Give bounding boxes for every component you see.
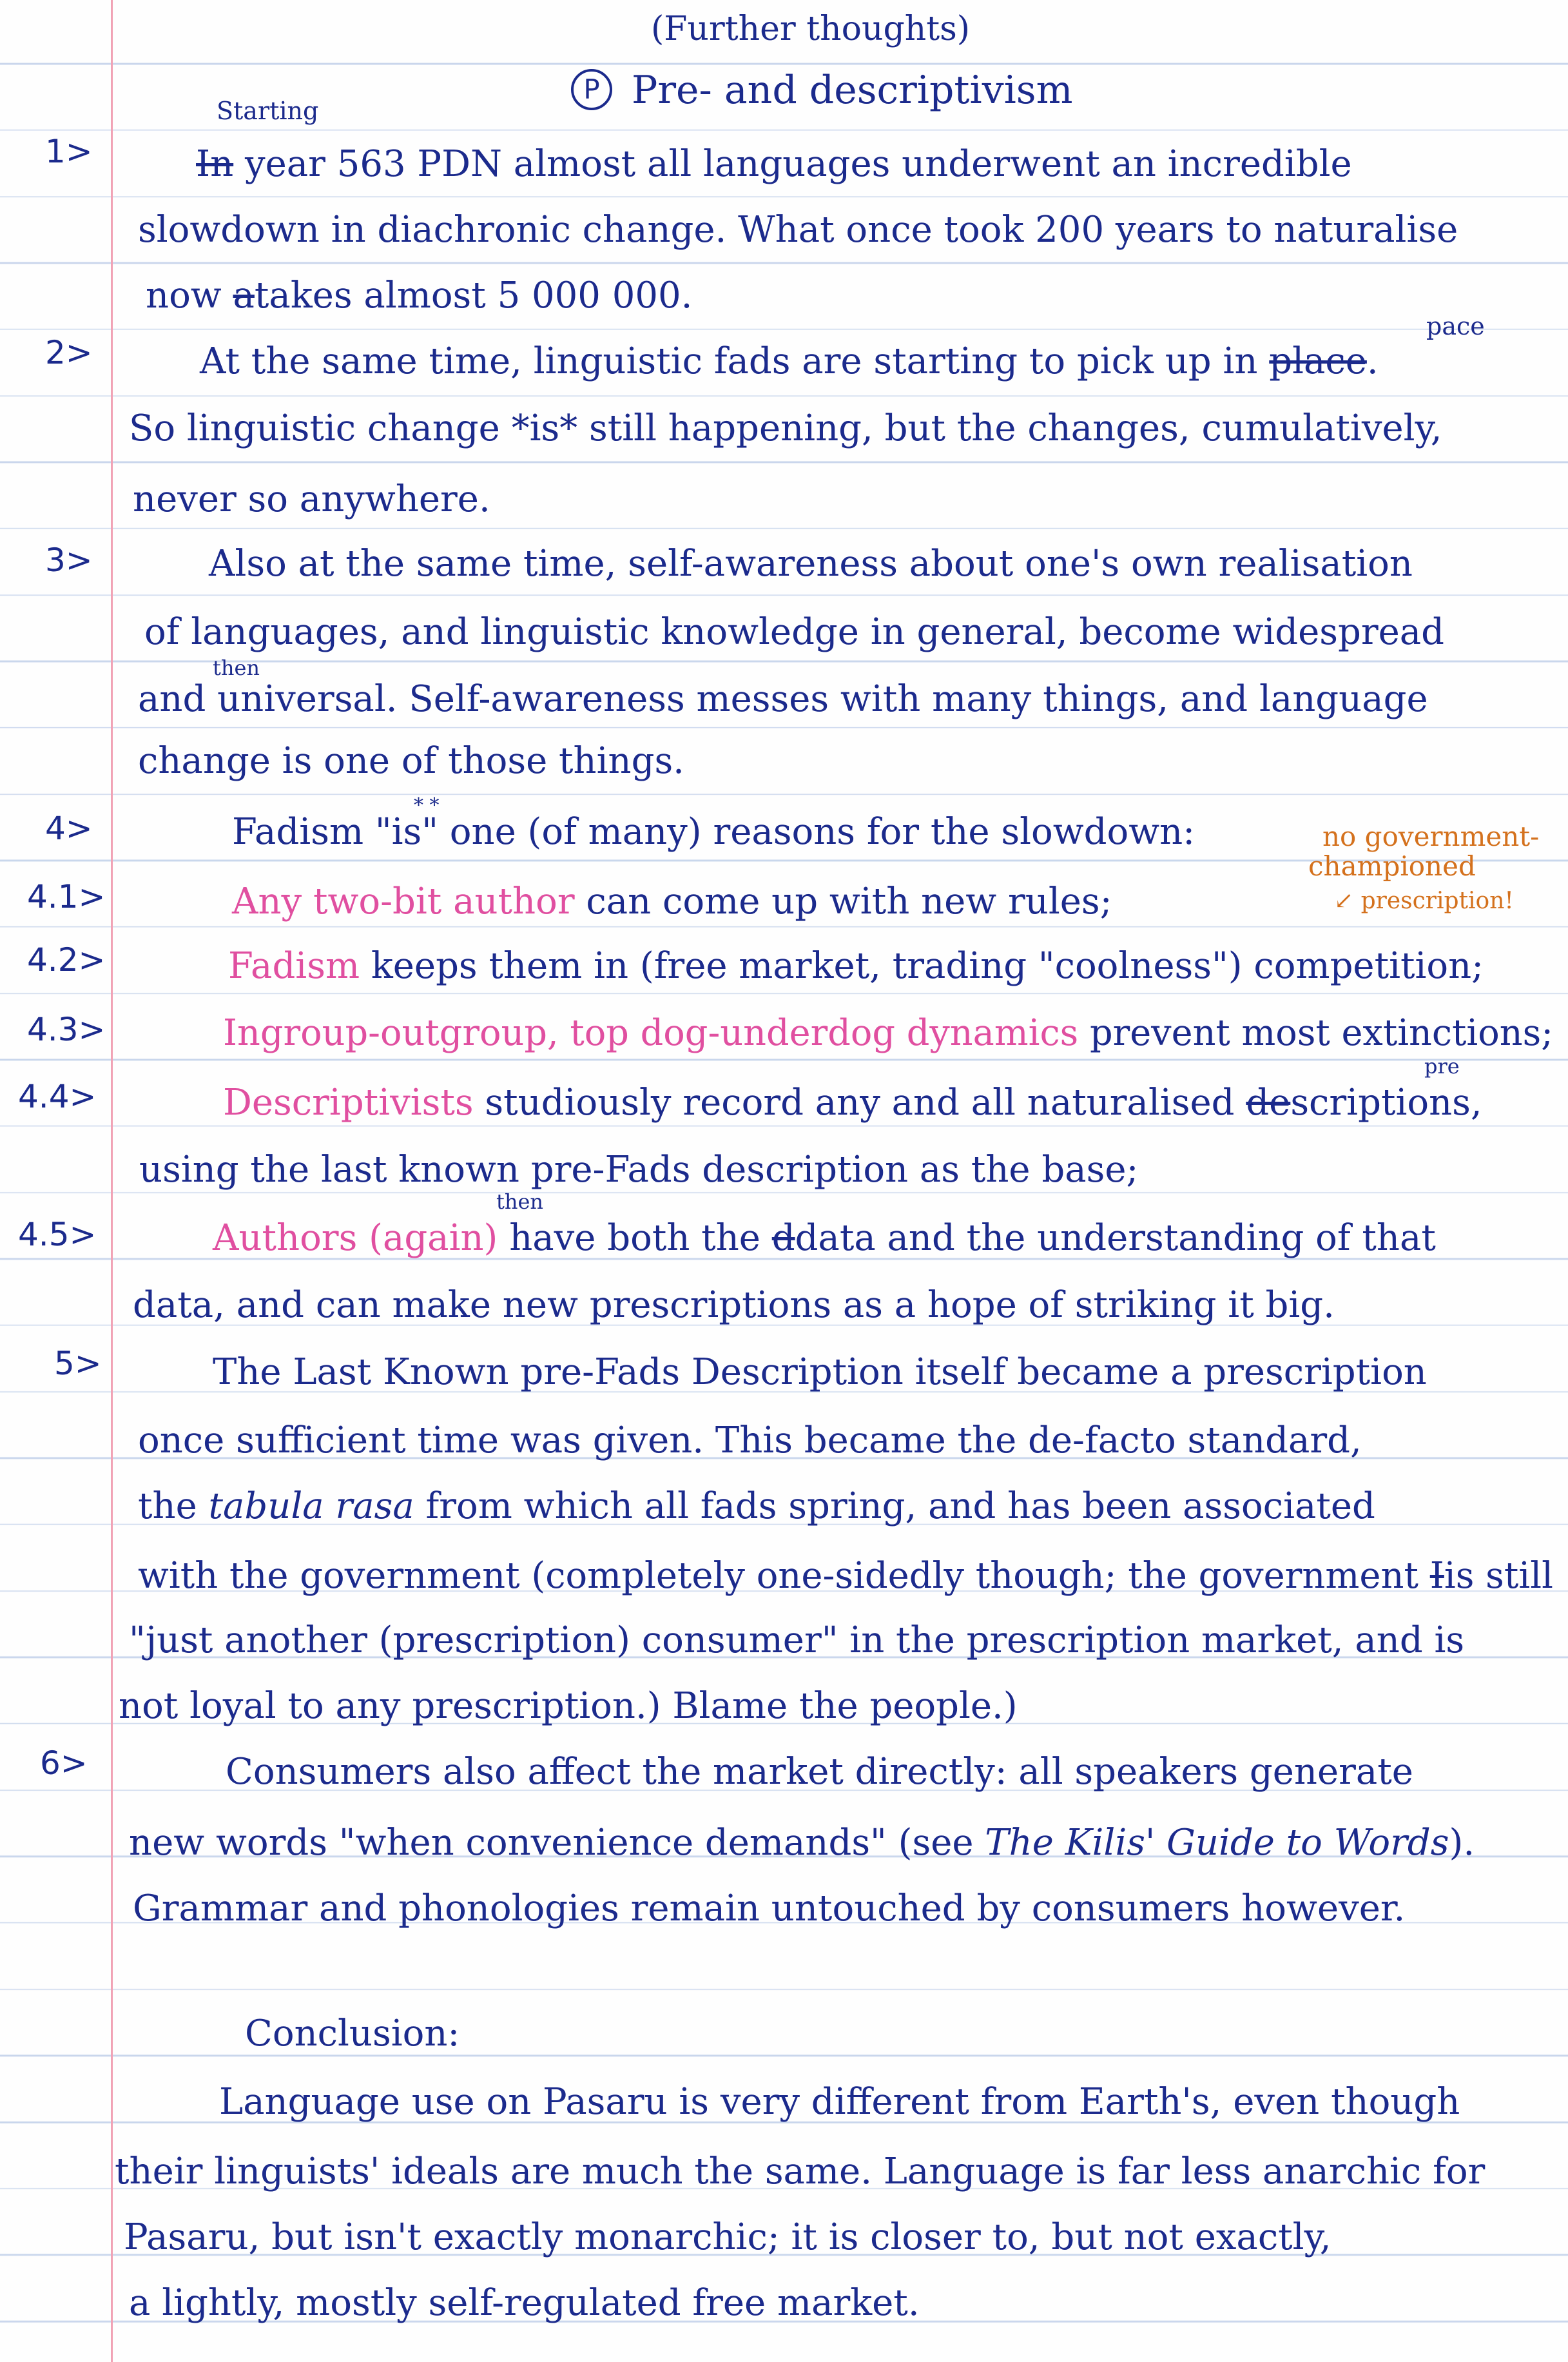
text-line: Authors (again) have both the ddata and the understanding of that: [213, 1217, 1436, 1259]
text-line: not loyal to any prescription.) Blame the people.): [119, 1685, 1018, 1727]
inserted-word: Starting: [217, 97, 319, 125]
inserted-word: then: [213, 656, 260, 680]
text-line: data, and can make new prescriptions as a hope of striking it big.: [133, 1284, 1335, 1326]
text-line: The Last Known pre-Fads Description itself became a prescription: [213, 1351, 1427, 1393]
text-line: Consumers also affect the market directly: all speakers generate: [226, 1751, 1413, 1793]
text-line: Pasaru, but isn't exactly monarchic; it is closer to, but not exactly,: [124, 2216, 1331, 2258]
text-line: once sufficient time was given. This became the de-facto standard,: [138, 1420, 1362, 1461]
text-line: Any two-bit author can come up with new rules;: [232, 881, 1112, 922]
side-note: no government-: [1322, 821, 1540, 852]
conclusion-heading: Conclusion:: [245, 2013, 460, 2055]
sub-point-number: 4.1>: [27, 878, 106, 915]
text-line: never so anywhere.: [133, 478, 490, 520]
text-line: Fadism keeps them in (free market, trading "coolness") competition;: [228, 945, 1484, 987]
side-note: ↙ prescription!: [1334, 888, 1514, 914]
emphasis-stars: * *: [414, 794, 440, 817]
text-line: slowdown in diachronic change. What once took 200 years to naturalise: [138, 209, 1458, 251]
inserted-word: then: [496, 1189, 544, 1214]
text-line: the tabula rasa from which all fads spring, and has been associated: [138, 1485, 1375, 1527]
text-line: now atakes almost 5 000 000.: [146, 275, 693, 317]
sub-point-number: 4.5>: [18, 1216, 97, 1253]
inserted-word: pre: [1424, 1054, 1460, 1079]
text-line: their linguists' ideals are much the same. Language is far less anarchic for: [115, 2151, 1486, 2192]
text-line: In year 563 PDN almost all languages underwent an incredible: [196, 143, 1352, 185]
text-line: using the last known pre-Fads description as the base;: [139, 1149, 1139, 1191]
text-line: Language use on Pasaru is very different from Earth's, even though: [219, 2081, 1460, 2123]
text-line: of languages, and linguistic knowledge in general, become widespread: [144, 611, 1445, 653]
text-line: with the government (completely one-sidedly though; the government Iis still: [138, 1555, 1553, 1597]
point-number: 5>: [54, 1345, 102, 1382]
text-line: So linguistic change *is* still happening, but the changes, cumulatively,: [129, 407, 1442, 449]
side-note: championed: [1308, 850, 1476, 882]
page-title: Pre- and descriptivism: [632, 68, 1073, 113]
text-line: Descriptivists studiously record any and all naturalised descriptions,: [223, 1082, 1482, 1124]
text-line: "just another (prescription) consumer" in the prescription market, and is: [129, 1619, 1465, 1661]
section-marker-circle: P: [571, 69, 612, 110]
margin-line: [111, 0, 113, 2362]
text-line: a lightly, mostly self-regulated free market.: [129, 2282, 920, 2324]
point-number: 2>: [45, 334, 93, 371]
inserted-word: pace: [1426, 312, 1485, 340]
sub-point-number: 4.4>: [18, 1078, 97, 1115]
text-line: At the same time, linguistic fads are starting to pick up in place.: [200, 340, 1379, 382]
text-line: Ingroup-outgroup, top dog-underdog dynamics prevent most extinctions;: [223, 1012, 1553, 1054]
page-subtitle: (Further thoughts): [651, 10, 971, 48]
point-number: 3>: [45, 542, 93, 579]
struck-word: In: [196, 143, 234, 185]
text-line: and universal. Self-awareness messes with many things, and language: [138, 678, 1428, 720]
point-number: 4>: [45, 810, 93, 847]
text-line: Also at the same time, self-awareness about one's own realisation: [209, 543, 1413, 585]
text-line: Grammar and phonologies remain untouched by consumers however.: [133, 1888, 1406, 1929]
text-line: new words "when convenience demands" (see The Kilis' Guide to Words).: [129, 1822, 1475, 1864]
point-number: 1>: [45, 133, 93, 170]
point-number: 6>: [40, 1744, 88, 1782]
sub-point-number: 4.3>: [27, 1011, 106, 1048]
text-line: change is one of those things.: [138, 740, 684, 782]
sub-point-number: 4.2>: [27, 941, 106, 979]
text-line: Fadism "is" one (of many) reasons for the slowdown:: [232, 811, 1195, 853]
